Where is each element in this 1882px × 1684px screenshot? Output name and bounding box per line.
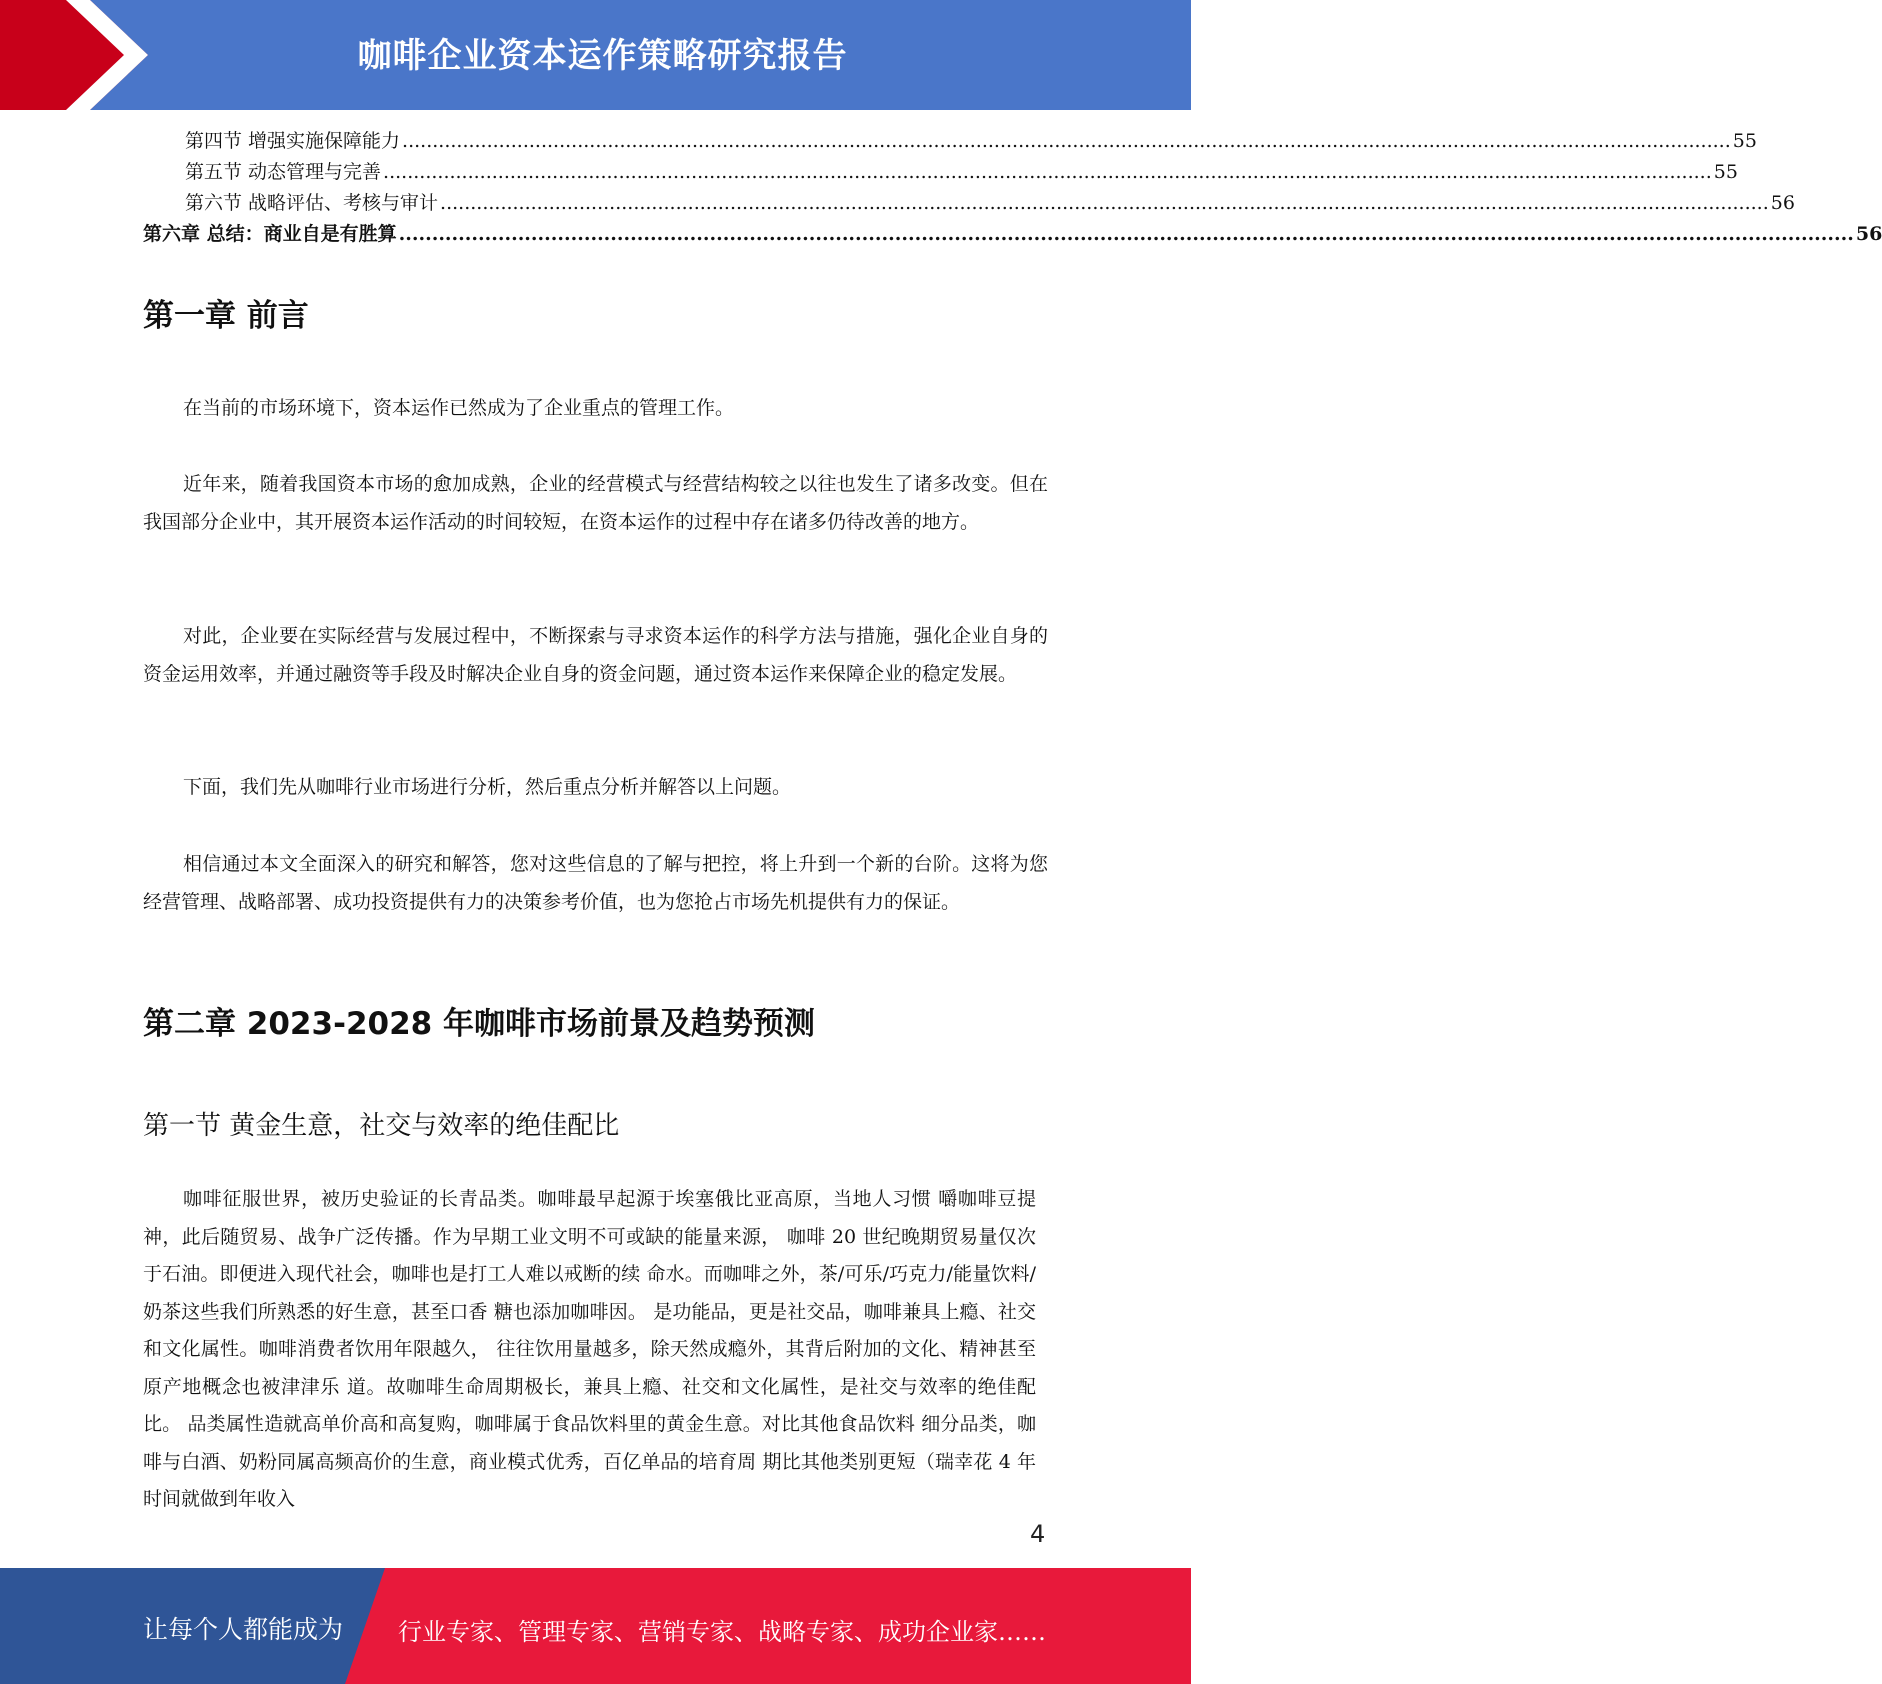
- page-footer: [0, 1568, 1191, 1684]
- toc-entry-page: 55: [1732, 130, 1757, 152]
- page-header: [0, 0, 1191, 110]
- toc-entry-label: 第五节 动态管理与完善: [185, 161, 382, 183]
- toc-entry-label: 第四节 增强实施保障能力: [185, 130, 401, 152]
- chapter-1-body: [143, 465, 1048, 541]
- footer-slogan-left: 让每个人都能成为: [143, 1615, 344, 1644]
- chapter-1-body: [143, 389, 1048, 427]
- paragraph: 近年来，随着我国资本市场的愈加成熟，企业的经营模式与经营结构较之以往也发生了诸多改变。但在我国部分企业中，其开展资本运作活动的时间较短，在资本运作的过程中存在诸多仍待改善的地方。: [143, 473, 1048, 533]
- page-number: 4: [1030, 1520, 1046, 1548]
- chapter-1-body: [143, 845, 1048, 921]
- toc-leader-dots: ............................................................................................................................................................................................................................: [383, 161, 1712, 183]
- paragraph: 相信通过本文全面深入的研究和解答，您对这些信息的了解与把控，将上升到一个新的台阶。这将为您经营管理、战略部署、成功投资提供有力的决策参考价值，也为您抢占市场先机提供有力的保证。: [143, 853, 1048, 913]
- section-1-heading: 第一节 黄金生意，社交与效率的绝佳配比: [143, 1111, 620, 1141]
- toc-leader-dots: ............................................................................................................................................................................................................................: [440, 192, 1769, 214]
- footer-slogan-right: 行业专家、管理专家、营销专家、战略专家、成功企业家……: [398, 1618, 1046, 1646]
- paragraph: 在当前的市场环境下，资本运作已然成为了企业重点的管理工作。: [183, 397, 735, 419]
- toc-entry-page: 56: [1770, 192, 1795, 214]
- toc-entry[interactable]: [143, 188, 1795, 219]
- paragraph: 咖啡征服世界，被历史验证的长青品类。咖啡最早起源于埃塞俄比亚高原，当地人习惯 嚼咖啡豆提神，此后随贸易、战争广泛传播。作为早期工业文明不可或缺的能量来源， 咖啡 20 世纪晚期贸易量仅次于石油。即便进入现代社会，咖啡也是打工人难以戒断的续 命水。而咖啡之外，茶/可乐/巧克力/能量饮料/奶茶这些我们所熟悉的好生意，甚至口香 糖也添加咖啡因。 是功能品，更是社交品，咖啡兼具上瘾、社交和文化属性。咖啡消费者饮用年限越久， 往往饮用量越多，除天然成瘾外，其背后附加的文化、精神甚至原产地概念也被津津乐 道。故咖啡生命周期极长，兼具上瘾、社交和文化属性，是社交与效率的绝佳配比。 品类属性造就高单价高和高复购，咖啡属于食品饮料里的黄金生意。对比其他食品饮料 细分品类，咖啡与白酒、奶粉同属高频高价的生意，商业模式优秀，百亿单品的培育周 期比其他类别更短（瑞幸花 4 年时间就做到年收入: [143, 1188, 1036, 1510]
- section-1-body: [143, 1181, 1036, 1519]
- toc-entry-label: 第六节 战略评估、考核与审计: [185, 192, 439, 214]
- chapter-2-heading: 第二章 2023-2028 年咖啡市场前景及趋势预测: [143, 1006, 816, 1042]
- chapter-1-body: [143, 768, 1048, 806]
- toc-leader-dots: ............................................................................................................................................................................................................................: [402, 130, 1731, 152]
- report-title: 咖啡企业资本运作策略研究报告: [357, 36, 848, 76]
- toc-entry[interactable]: [143, 219, 1882, 250]
- toc-entry-page: 55: [1713, 161, 1738, 183]
- chapter-1-heading: 第一章 前言: [143, 298, 309, 334]
- table-of-contents: [143, 126, 1882, 250]
- toc-entry[interactable]: [143, 126, 1757, 157]
- toc-entry[interactable]: [143, 157, 1738, 188]
- chapter-1-body: [143, 617, 1048, 693]
- paragraph: 下面，我们先从咖啡行业市场进行分析，然后重点分析并解答以上问题。: [183, 776, 792, 798]
- toc-entry-label: 第六章 总结：商业自是有胜算: [143, 223, 397, 245]
- paragraph: 对此，企业要在实际经营与发展过程中，不断探索与寻求资本运作的科学方法与措施，强化企业自身的资金运用效率，并通过融资等手段及时解决企业自身的资金问题，通过资本运作来保障企业的稳定发展。: [143, 625, 1048, 685]
- toc-entry-page: 56: [1855, 223, 1882, 245]
- toc-leader-dots: ............................................................................................................................................................................................................................: [398, 223, 1854, 245]
